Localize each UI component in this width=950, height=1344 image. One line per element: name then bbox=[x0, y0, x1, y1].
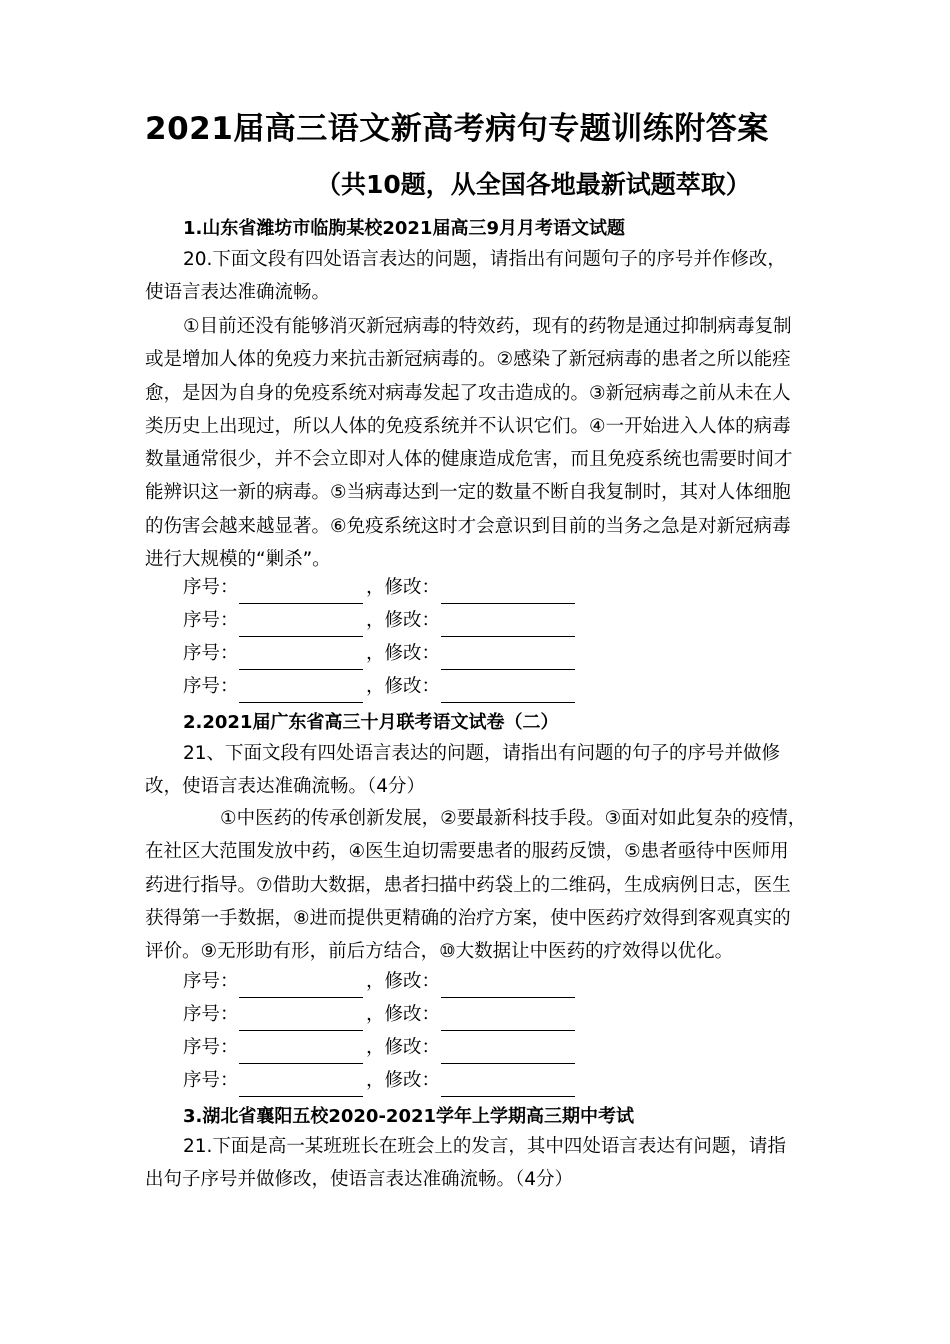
section-2-passage bbox=[145, 802, 813, 968]
sequence-blank[interactable] bbox=[239, 603, 363, 604]
sequence-blank[interactable] bbox=[239, 1030, 363, 1031]
revision-blank[interactable] bbox=[441, 702, 575, 703]
document-title: 2021届高三语文新高考病句专题训练附答案 bbox=[145, 111, 769, 147]
passage-line: ①目前还没有能够消灭新冠病毒的特效药，现有的药物是通过抑制病毒复制 bbox=[183, 316, 792, 337]
revision-blank[interactable] bbox=[441, 669, 575, 670]
section-1-heading: 1.山东省潍坊市临朐某校2021届高三9月月考语文试题 bbox=[183, 218, 625, 239]
revision-label: ，修改： bbox=[366, 577, 441, 598]
passage-line: 愈，是因为自身的免疫系统对病毒发起了攻击造成的。③新冠病毒之前从未在人 bbox=[145, 382, 791, 404]
question-line: 出句子序号并做修改，使语言表达准确流畅。（4分） bbox=[145, 1169, 574, 1191]
passage-line: 的伤害会越来越显著。⑥免疫系统这时才会意识到目前的当务之急是对新冠病毒 bbox=[145, 515, 791, 537]
passage-line: 能辨识这一新的病毒。⑤当病毒达到一定的数量不断自我复制时，其对人体细胞 bbox=[145, 482, 791, 504]
section-1-passage bbox=[145, 310, 813, 576]
question-line: 21.下面是高一某班班长在班会上的发言，其中四处语言表达有问题，请指 bbox=[183, 1136, 786, 1157]
revision-blank[interactable] bbox=[441, 1063, 575, 1064]
section-3-question bbox=[145, 1130, 813, 1197]
revision-blank[interactable] bbox=[441, 636, 575, 637]
document-subtitle: （共10题，从全国各地最新试题萃取） bbox=[316, 170, 751, 199]
passage-line: 评价。⑨无形助有形，前后方结合，⑩大数据让中医药的疗效得以优化。 bbox=[145, 941, 734, 963]
section-2-heading: 2.2021届广东省高三十月联考语文试卷（二） bbox=[183, 712, 559, 733]
sequence-blank[interactable] bbox=[239, 997, 363, 998]
sequence-blank[interactable] bbox=[239, 702, 363, 703]
sequence-label: 序号： bbox=[183, 971, 239, 992]
revision-blank[interactable] bbox=[441, 1096, 575, 1097]
passage-line: ①中医药的传承创新发展，②要最新科技手段。③面对如此复杂的疫情， bbox=[220, 808, 807, 829]
sequence-label: 序号： bbox=[183, 1004, 239, 1025]
revision-blank[interactable] bbox=[441, 997, 575, 998]
sequence-blank[interactable] bbox=[239, 636, 363, 637]
question-line: 改，使语言表达准确流畅。（4分） bbox=[145, 776, 426, 798]
passage-line: 获得第一手数据，⑧进而提供更精确的治疗方案，使中医药疗效得到客观真实的 bbox=[145, 907, 791, 929]
revision-label: ，修改： bbox=[366, 1004, 441, 1025]
sequence-label: 序号： bbox=[183, 676, 239, 697]
sequence-label: 序号： bbox=[183, 610, 239, 631]
question-line: 20.下面文段有四处语言表达的问题，请指出有问题句子的序号并作修改， bbox=[183, 249, 786, 270]
sequence-blank[interactable] bbox=[239, 1096, 363, 1097]
revision-blank[interactable] bbox=[441, 603, 575, 604]
revision-label: ，修改： bbox=[366, 971, 441, 992]
revision-label: ，修改： bbox=[366, 1037, 441, 1058]
question-line: 使语言表达准确流畅。 bbox=[145, 282, 331, 304]
passage-line: 数量通常很少，并不会立即对人体的健康造成危害，而且免疫系统也需要时间才 bbox=[145, 449, 793, 471]
passage-line: 在社区大范围发放中药，④医生迫切需要患者的服药反馈，⑤患者亟待中医师用 bbox=[145, 841, 789, 863]
sequence-label: 序号： bbox=[183, 577, 239, 598]
revision-label: ，修改： bbox=[366, 643, 441, 664]
passage-line: 进行大规模的“剿杀”。 bbox=[145, 549, 331, 571]
revision-label: ，修改： bbox=[366, 676, 441, 697]
revision-label: ，修改： bbox=[366, 1070, 441, 1091]
section-1-question bbox=[145, 243, 813, 310]
sequence-blank[interactable] bbox=[239, 669, 363, 670]
passage-line: 或是增加人体的免疫力来抗击新冠病毒的。②感染了新冠病毒的患者之所以能痊 bbox=[145, 349, 791, 371]
section-2-question bbox=[145, 737, 813, 804]
passage-line: 药进行指导。⑦借助大数据，患者扫描中药袋上的二维码，生成病例日志，医生 bbox=[145, 874, 791, 896]
sequence-label: 序号： bbox=[183, 643, 239, 664]
revision-blank[interactable] bbox=[441, 1030, 575, 1031]
sequence-blank[interactable] bbox=[239, 1063, 363, 1064]
section-3-heading: 3.湖北省襄阳五校2020-2021学年上学期高三期中考试 bbox=[183, 1106, 635, 1127]
passage-line: 类历史上出现过，所以人体的免疫系统并不认识它们。④一开始进入人体的病毒 bbox=[145, 415, 791, 437]
sequence-label: 序号： bbox=[183, 1070, 239, 1091]
sequence-label: 序号： bbox=[183, 1037, 239, 1058]
question-line: 21、下面文段有四处语言表达的问题，请指出有问题的句子的序号并做修 bbox=[183, 743, 781, 764]
revision-label: ，修改： bbox=[366, 610, 441, 631]
